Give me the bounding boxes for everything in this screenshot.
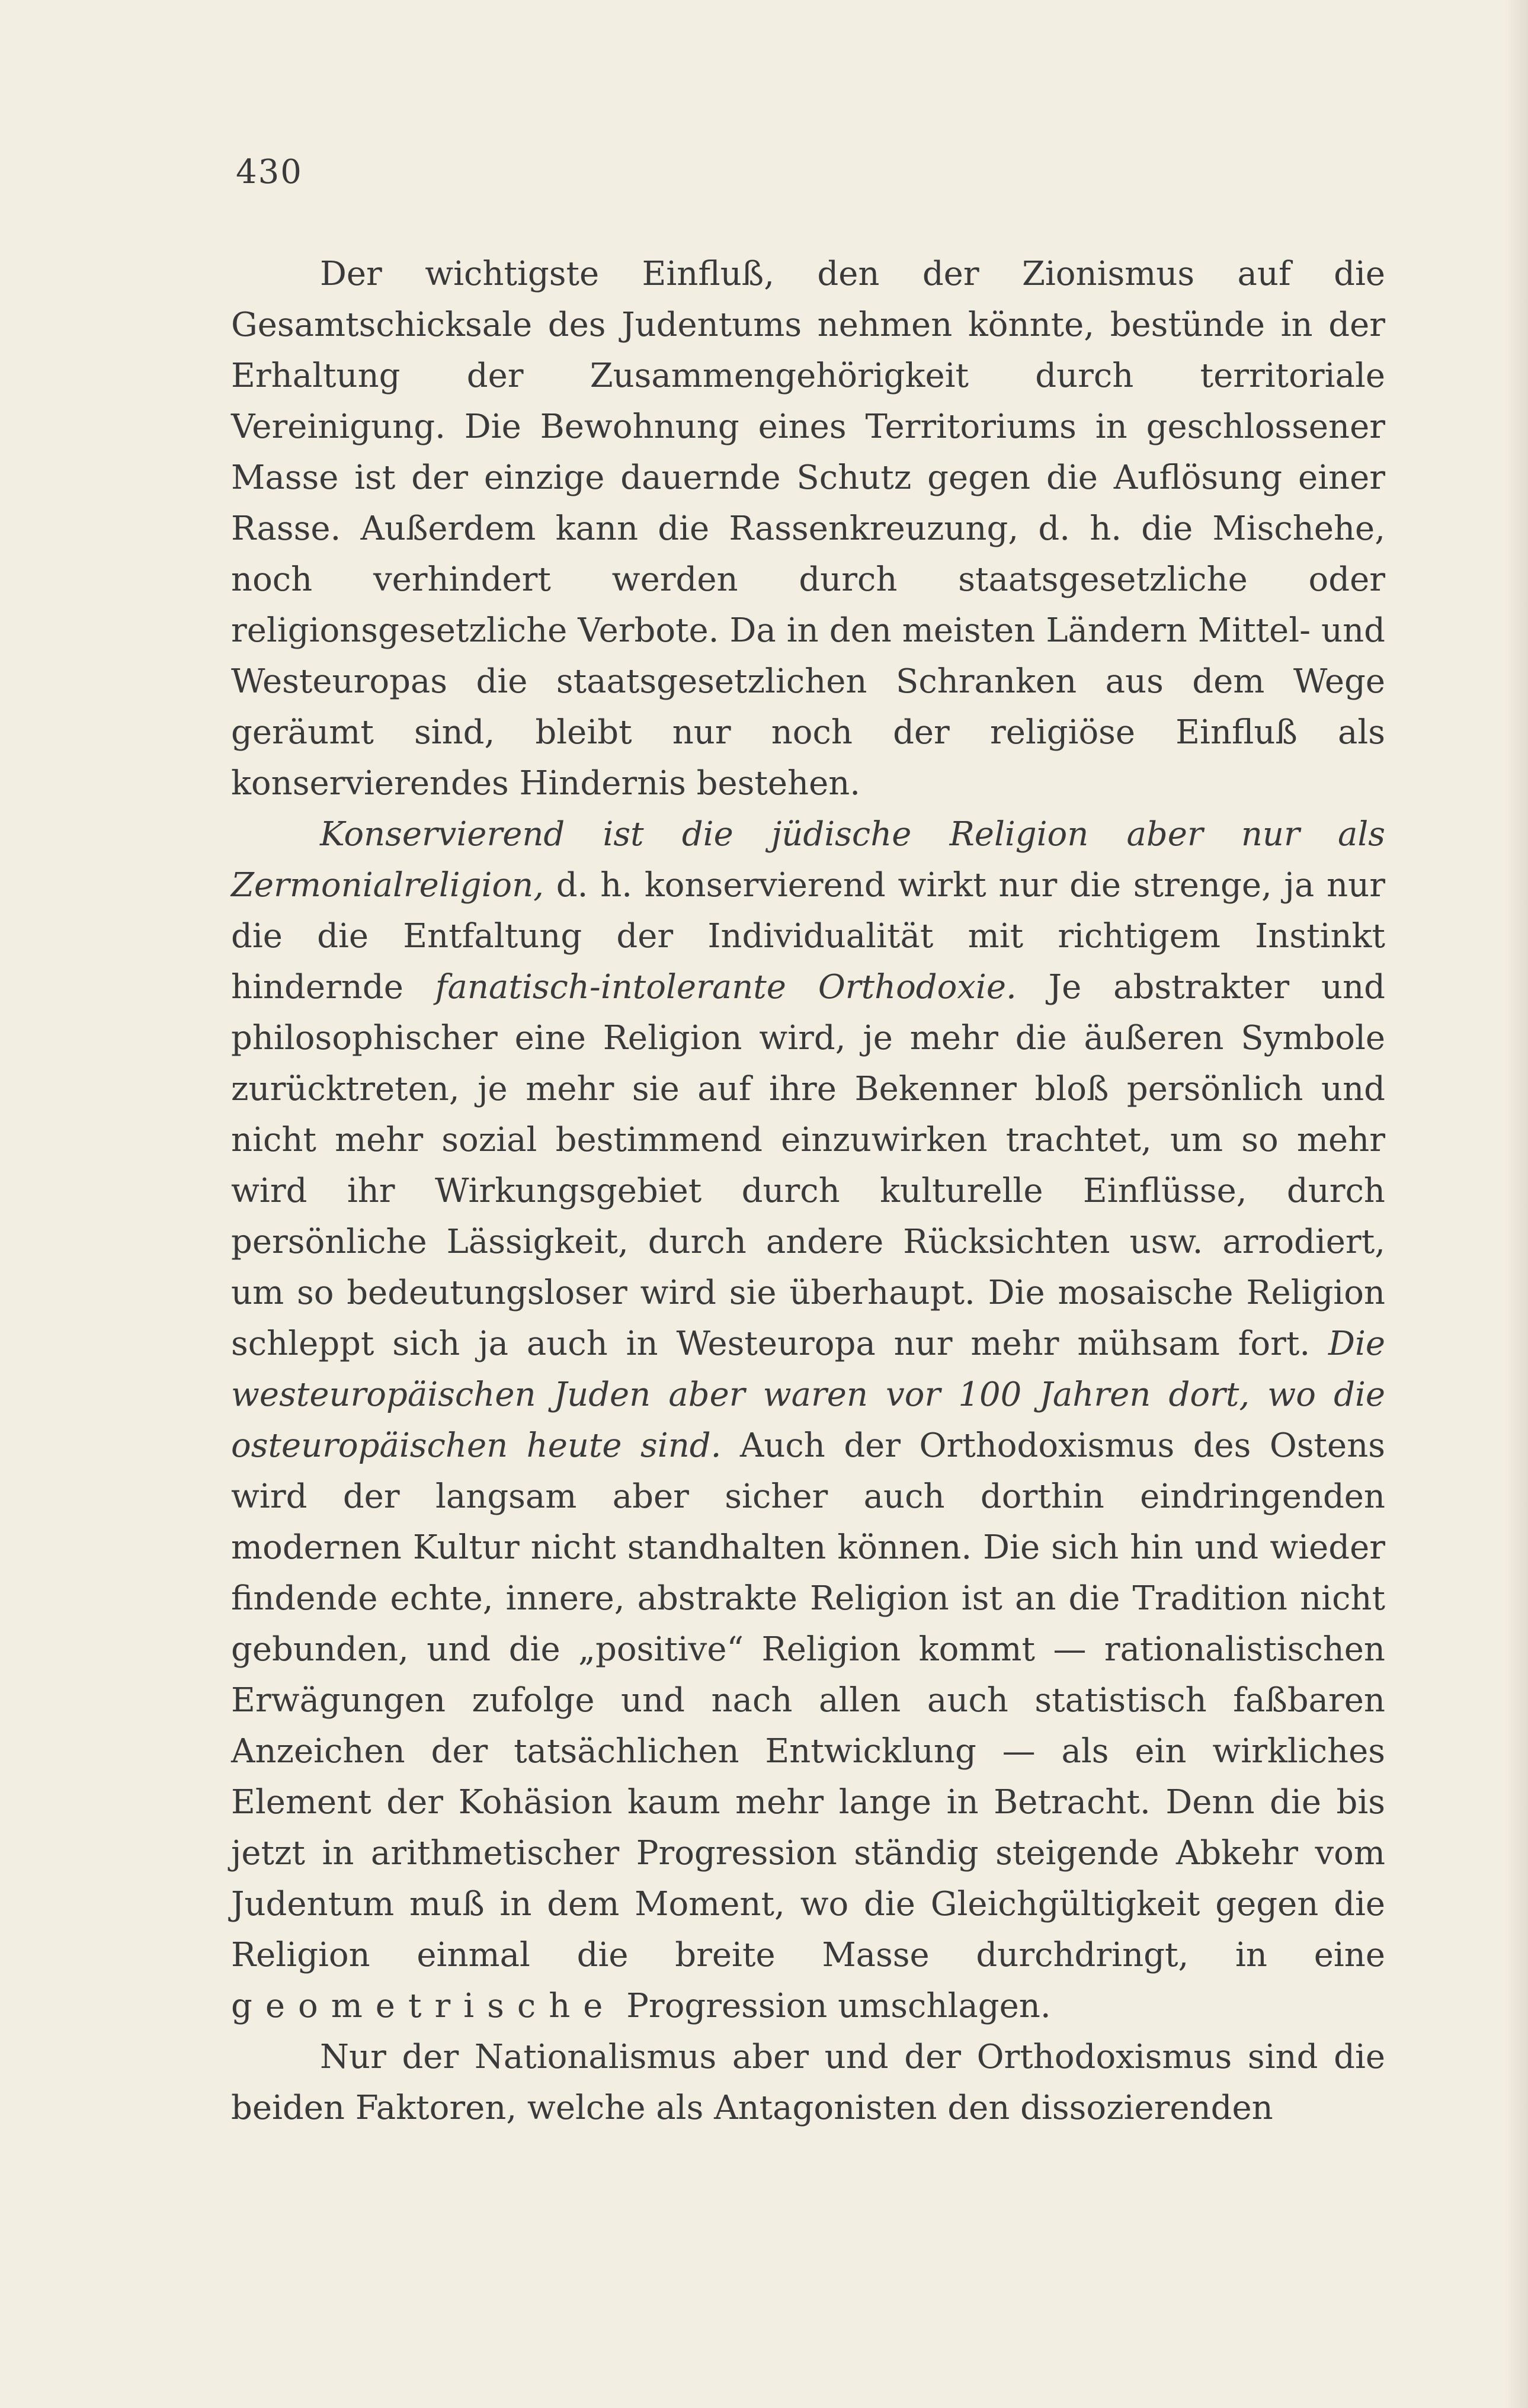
text-segment: Auch der Orthodoxismus des Ostens wird der langsam aber sicher auch dorthin eindringenden modernen Kultur nicht standhalten können. Die sich hin und wieder findende echte, innere, abstrakte Religion ist an die Tradition nicht gebunden, und die „positive“ Religion kommt — rationalistischen Erwägungen zufolge und nach allen auch statistisch faßbaren Anzeichen der tatsächlichen Entwicklung — als ein wirkliches Element der Kohäsion kaum mehr lange in Betracht. Denn die bis jetzt in arithmetischer Progression ständig steigende Abkehr vom Judentum muß in dem Moment, wo die Gleichgültigkeit gegen die Religion einmal die breite Masse durchdringt, in eine: [231, 1426, 1386, 1974]
paragraph: [231, 2032, 1385, 2134]
page-edge-shadow: [1504, 0, 1528, 2408]
italic-segment: fanatisch-intolerante Orthodoxie.: [435, 968, 1017, 1006]
body-text: [231, 249, 1385, 2134]
spaced-emphasis-segment: geometrische: [231, 1987, 616, 2025]
page-number: 430: [236, 153, 303, 191]
paragraph: [231, 809, 1385, 2032]
italic-segment: Die westeuropäischen Juden aber waren vor 100 Jahren dort, wo die osteuropäischen heute sind.: [231, 1325, 1385, 1465]
text-segment: d. h. konservierend wirkt nur die strenge, ja nur die die Entfaltung der Individualität mit richtigem Instinkt hindernde: [231, 866, 1385, 1006]
text-segment: Progression umschlagen.: [616, 1987, 1051, 2025]
text-segment: Je abstrakter und philosophischer eine Religion wird, je mehr die äußeren Symbole zurücktreten, je mehr sie auf ihre Bekenner bloß persönlich und nicht mehr sozial bestimmend einzuwirken trachtet, um so mehr wird ihr Wirkungsgebiet durch kulturelle Einflüsse, durch persönliche Lässigkeit, durch andere Rücksichten usw. arrodiert, um so bedeutungsloser wird sie überhaupt. Die mosaische Religion schleppt sich ja auch in Westeuropa nur mehr mühsam fort.: [231, 968, 1386, 1363]
italic-segment: Konservierend ist die jüdische Religion aber nur als Zermonialreligion,: [231, 815, 1385, 905]
paragraph: [231, 249, 1385, 809]
text-segment: Der wichtigste Einfluß, den der Zionismus auf die Gesamtschicksale des Judentums nehmen könnte, bestünde in der Erhaltung der Zusammengehörigkeit durch territoriale Vereinigung. Die Bewohnung eines Territoriums in geschlossener Masse ist der einzige dauernde Schutz gegen die Auflösung einer Rasse. Außerdem kann die Rassenkreuzung, d. h. die Mischehe, noch verhindert werden durch staatsgesetzliche oder religionsgesetzliche Verbote. Da in den meisten Ländern Mittel- und Westeuropas die staatsgesetzlichen Schranken aus dem Wege geräumt sind, bleibt nur noch der religiöse Einfluß als konservierendes Hindernis bestehen.: [231, 255, 1385, 803]
text-segment: Nur der Nationalismus aber und der Orthodoxismus sind die beiden Faktoren, welche als Antagonisten den dissozierenden: [231, 2038, 1385, 2127]
